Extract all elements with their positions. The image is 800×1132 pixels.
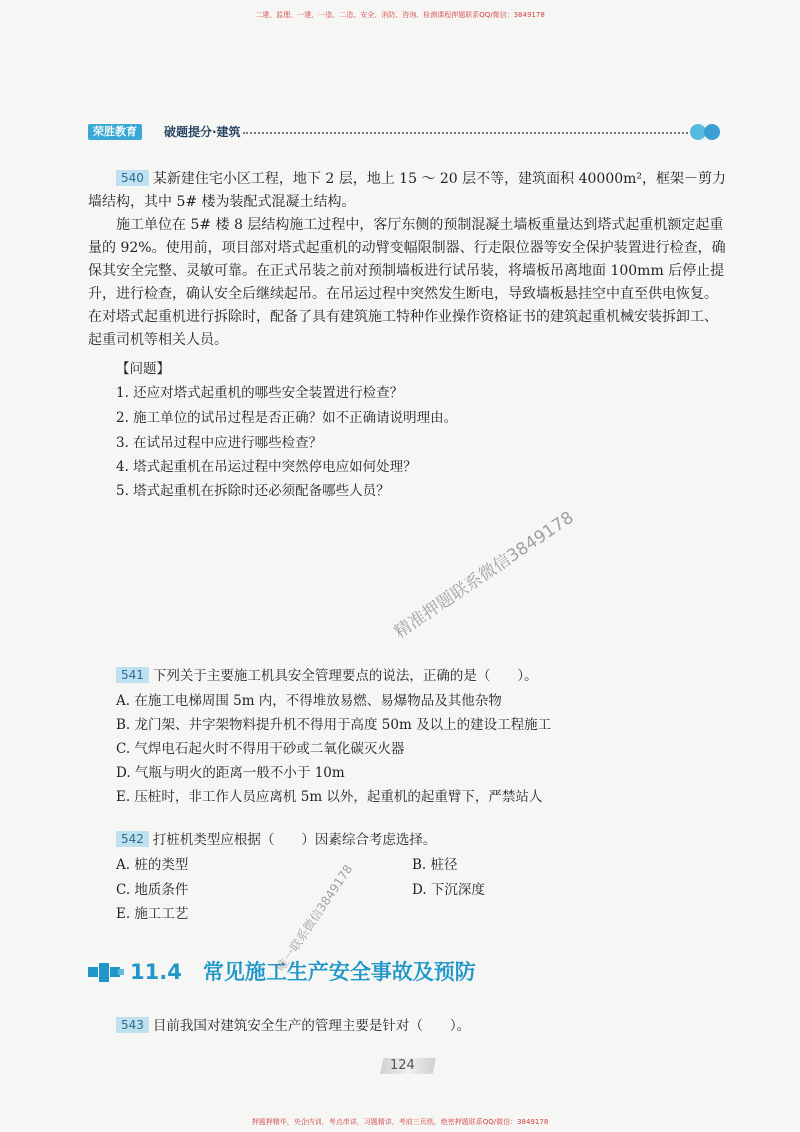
watermark: 唯一联系微信3849178 xyxy=(273,862,356,974)
q540-question-2: 2. 施工单位的试吊过程是否正确？如不正确请说明理由。 xyxy=(116,410,458,426)
circle-icon xyxy=(704,124,720,140)
q540-question-5: 5. 塔式起重机在拆除时还必须配备哪些人员？ xyxy=(116,483,390,499)
section-title: 11.4 常见施工生产安全事故及预防 xyxy=(130,960,476,984)
q543-stem-text: 目前我国对建筑安全生产的管理主要是针对（ ）。 xyxy=(152,1018,471,1034)
page-number xyxy=(380,1058,440,1076)
q540-question-1: 1. 还应对塔式起重机的哪些安全装置进行检查？ xyxy=(116,385,404,401)
watermark: 精准押题联系微信3849178 xyxy=(390,507,578,643)
page-header xyxy=(88,122,728,144)
q541-option-d: D. 气瓶与明火的距离一般不小于 10m xyxy=(116,765,345,781)
header-circles-icon xyxy=(690,123,726,141)
q542-option-d: D. 下沉深度 xyxy=(412,882,485,898)
publisher-logo: 荣胜教育 xyxy=(88,124,142,140)
q542-stem-text: 打桩机类型应根据（ ）因素综合考虑选择。 xyxy=(152,832,437,848)
q541-option-c: C. 气焊电石起火时不得用干砂或二氧化碳灭火器 xyxy=(116,741,405,757)
question-number-543: 543 xyxy=(116,1017,149,1033)
bottom-banner: 押题押精华，央企内训，考点串讲，习题精讲，考前三页纸，绝密押题联系QQ/微信：3849178 xyxy=(251,1118,549,1126)
questions-label: 【问题】 xyxy=(116,361,170,377)
q540-intro-text: 某新建住宅小区工程，地下 2 层，地上 15 ～ 20 层不等，建筑面积 40000m²，框架－剪力墙结构，其中 5# 楼为装配式混凝土结构。 xyxy=(88,171,727,210)
q543-stem xyxy=(116,1014,470,1034)
book-title: 破题提分·建筑 xyxy=(164,125,241,139)
q541-option-a: A. 在施工电梯周围 5m 内，不得堆放易燃、易爆物品及其他杂物 xyxy=(116,693,502,709)
q542-stem xyxy=(116,828,436,848)
question-number-540: 540 xyxy=(116,170,149,186)
q542-option-b: B. 桩径 xyxy=(412,857,458,873)
question-number-542: 542 xyxy=(116,831,149,847)
q542-option-a: A. 桩的类型 xyxy=(116,857,189,873)
q541-stem xyxy=(116,664,538,684)
q541-option-b: B. 龙门架、井字架物料提升机不得用于高度 50m 及以上的建设工程施工 xyxy=(116,717,552,733)
q542-option-e: E. 施工工艺 xyxy=(116,906,189,922)
q540-body: 施工单位在 5# 楼 8 层结构施工过程中，客厅东侧的预制混凝土墙板重量达到塔式起重机额定起重量的 92%。使用前，项目部对塔式起重机的动臂变幅限制器、行走限位器等安全保护装置进行检查，确保其安全完整、灵敏可靠。在正式吊装之前对预制墙板进行试吊装，将墙板吊离地面 100mm 后停止提升，进行检查，确认安全后继续起吊。在吊运过程中突然发生断电，导致墙板悬挂空中直至供电恢复。在对塔式起重机进行拆除时，配备了具有建筑施工特种作业操作资格证书的建筑起重机械安装拆卸工、起重司机等相关人员。 xyxy=(88,217,726,348)
q540-intro xyxy=(88,168,728,214)
top-banner: 二建、监理、一建、一造、二造、安全、消防、咨询、检测课程押题联系QQ/微信：3849178 xyxy=(255,11,545,19)
q541-option-e: E. 压桩时，非工作人员应离机 5m 以外，起重机的起重臂下，严禁站人 xyxy=(116,789,543,805)
q541-stem-text: 下列关于主要施工机具安全管理要点的说法，正确的是（ ）。 xyxy=(152,668,538,684)
question-number-541: 541 xyxy=(116,667,149,683)
q540-question-4: 4. 塔式起重机在吊运过程中突然停电应如何处理？ xyxy=(116,459,417,475)
page-number-text: 124 xyxy=(390,1058,415,1073)
header-dotted-rule xyxy=(243,132,688,134)
q542-option-c: C. 地质条件 xyxy=(116,882,189,898)
puzzle-icon xyxy=(88,961,126,983)
q540-question-3: 3. 在试吊过程中应进行哪些检查？ xyxy=(116,435,323,451)
